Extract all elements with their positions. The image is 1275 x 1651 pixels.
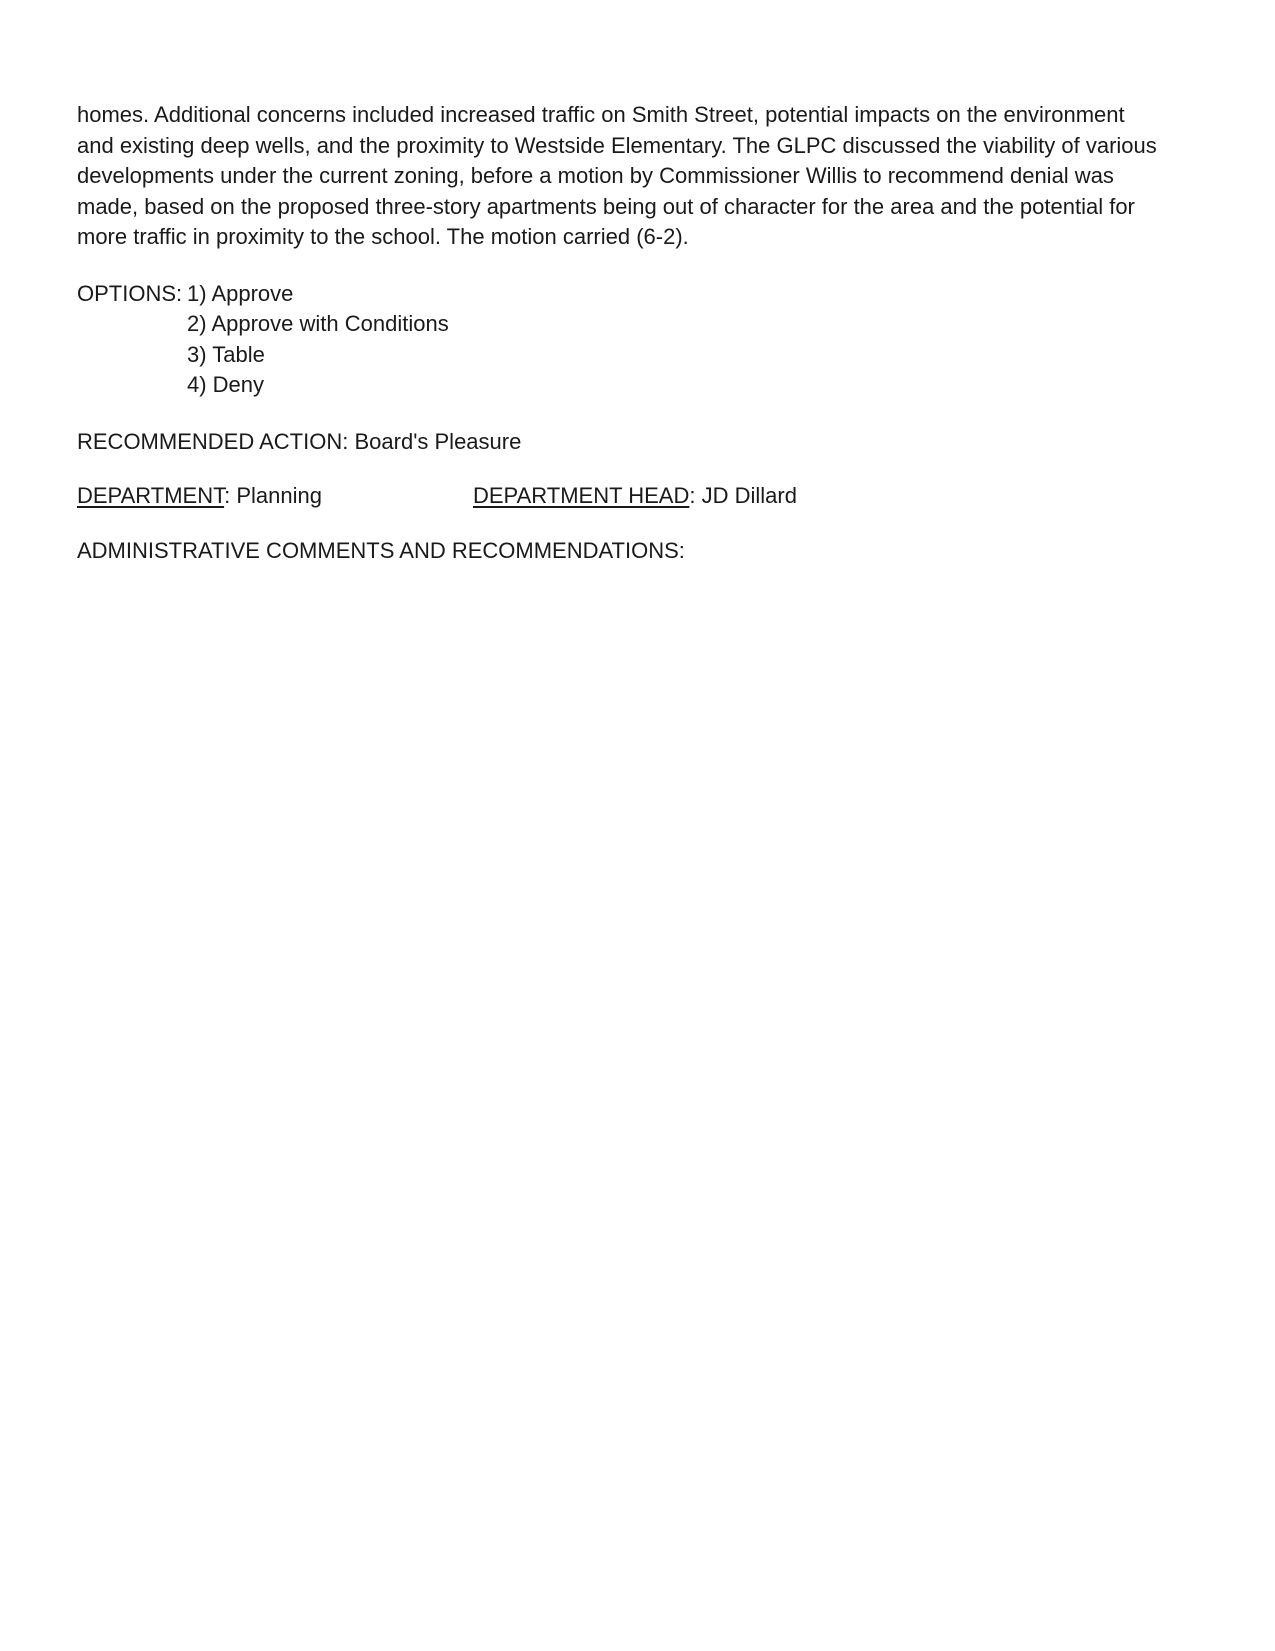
- department-label: DEPARTMENT: [77, 483, 225, 508]
- body-paragraph: [77, 100, 1207, 253]
- recommended-action-label: RECOMMENDED ACTION:: [77, 428, 349, 454]
- body-line: homes. Additional concerns included increased traffic on Smith Street, potential impacts on the environment: [77, 102, 1125, 127]
- department-head-label: DEPARTMENT HEAD: [473, 483, 690, 508]
- option-item: 4) Deny: [187, 372, 265, 397]
- option-item: 3) Table: [187, 341, 265, 367]
- body-line: developments under the current zoning, before a motion by Commissioner Willis to recommend denial was: [77, 163, 1114, 188]
- recommended-action: [77, 427, 1207, 458]
- options-label: OPTIONS:: [77, 280, 183, 306]
- document-page: [77, 100, 1207, 590]
- option-item: 1) Approve: [187, 280, 294, 306]
- option-item: 2) Approve with Conditions: [187, 311, 449, 336]
- department-head-value: JD Dillard: [701, 483, 797, 508]
- department-field: DEPARTMENT: Planning: [77, 483, 322, 508]
- options-section: [77, 279, 1207, 401]
- department-head-field: DEPARTMENT HEAD: JD Dillard: [473, 483, 797, 508]
- department-value: Planning: [236, 483, 322, 508]
- department-row: [77, 481, 1207, 512]
- administrative-comments-heading: ADMINISTRATIVE COMMENTS AND RECOMMENDATIONS:: [77, 537, 685, 563]
- options-list: [187, 279, 449, 401]
- body-line: made, based on the proposed three-story apartments being out of character for the area and the potential for: [77, 193, 1135, 219]
- recommended-action-value: Board's Pleasure: [354, 428, 522, 454]
- body-line: and existing deep wells, and the proximity to Westside Elementary. The GLPC discussed the viability of various: [77, 132, 1157, 158]
- body-line: more traffic in proximity to the school. The motion carried (6-2).: [77, 224, 689, 249]
